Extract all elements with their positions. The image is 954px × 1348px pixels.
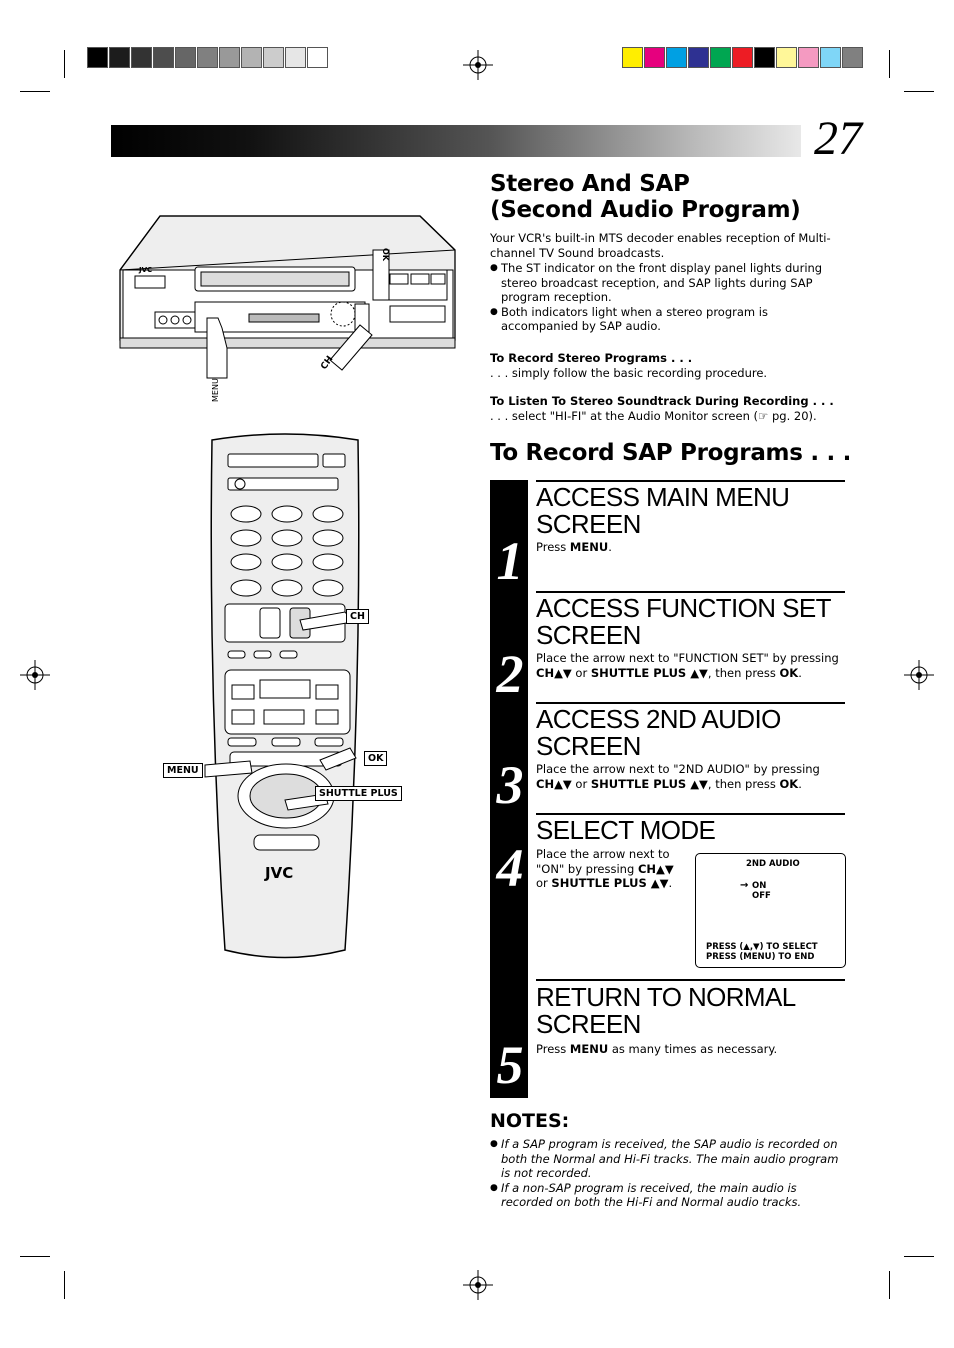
button-name: CH▲▼	[536, 665, 572, 680]
vcr-illustration	[115, 210, 465, 410]
step-number: 1	[496, 531, 524, 591]
bullet-item: ● Both indicators light when a stereo program is accompanied by SAP audio.	[490, 305, 835, 334]
step-text	[536, 847, 686, 891]
crop-mark	[904, 1256, 934, 1257]
osd-hint: PRESS (MENU) TO END	[706, 952, 815, 962]
color-swatch	[776, 47, 797, 68]
step-title-line: SCREEN	[536, 620, 641, 650]
record-stereo-text: . . . simply follow the basic recording procedure.	[490, 365, 768, 380]
gray-swatch	[131, 47, 152, 68]
text-run: .	[608, 540, 612, 554]
listen-text: . . . select "HI-FI" at the Audio Monitor screen (☞ pg. 20).	[490, 408, 817, 423]
step-text	[536, 762, 841, 791]
gray-swatch	[241, 47, 262, 68]
color-swatch	[732, 47, 753, 68]
intro-block	[490, 231, 835, 334]
registration-target-icon	[20, 660, 50, 690]
remote-brand-label: JVC	[265, 864, 294, 882]
color-swatch	[666, 47, 687, 68]
crop-mark	[904, 91, 934, 92]
sap-title: To Record SAP Programs . . .	[490, 440, 852, 466]
gray-swatch	[175, 47, 196, 68]
remote-ch-callout: CH	[346, 609, 369, 624]
step-number: 3	[496, 755, 524, 815]
button-name: SHUTTLE PLUS ▲▼	[590, 665, 708, 680]
gray-swatch	[197, 47, 218, 68]
osd-option-off: OFF	[752, 891, 771, 901]
registration-target-icon	[904, 660, 934, 690]
vcr-menu-label: MENU	[211, 378, 220, 402]
text-run: or	[536, 876, 552, 890]
header-gradient-bar	[111, 125, 801, 157]
step-title-line: ACCESS FUNCTION SET	[536, 593, 831, 623]
vcr-brand-label: JVC	[139, 266, 153, 274]
step-divider	[536, 979, 845, 981]
color-swatch	[710, 47, 731, 68]
button-name: MENU	[569, 540, 609, 554]
page-number: 27	[814, 112, 862, 165]
step-title-line: SELECT MODE	[536, 815, 716, 845]
button-name: CH▲▼	[637, 861, 674, 876]
notes-heading: NOTES:	[490, 1110, 570, 1132]
step-title-line: SCREEN	[536, 509, 641, 539]
crop-mark	[64, 1271, 65, 1299]
text-run: .	[798, 776, 802, 791]
gray-swatch	[263, 47, 284, 68]
crop-mark	[889, 50, 890, 78]
step-title	[536, 817, 715, 844]
gray-swatch	[307, 47, 328, 68]
gray-swatch	[219, 47, 240, 68]
notes-list	[490, 1137, 846, 1210]
gray-swatch	[109, 47, 130, 68]
step-title-line: ACCESS 2ND AUDIO	[536, 704, 781, 734]
remote-illustration	[200, 430, 370, 965]
text-run: as many times as necessary.	[608, 1042, 778, 1056]
button-name: MENU	[569, 1042, 609, 1056]
osd-title: 2ND AUDIO	[746, 859, 800, 869]
remote-ok-callout: OK	[364, 751, 387, 766]
step-text	[536, 651, 841, 680]
gray-swatch	[87, 47, 108, 68]
step-text	[536, 1042, 841, 1057]
remote-shuttle-callout: SHUTTLE PLUS	[315, 786, 402, 801]
osd-hint: PRESS (▲,▼) TO SELECT	[706, 942, 818, 952]
note-item: ● If a SAP program is received, the SAP audio is recorded on both the Normal and Hi-Fi tracks. The main audio program is not recorded.	[490, 1137, 846, 1181]
text-run: or	[571, 665, 591, 680]
button-name: OK	[779, 665, 799, 680]
step-title	[536, 595, 831, 649]
record-stereo-heading: To Record Stereo Programs . . .	[490, 351, 693, 365]
gray-swatch	[285, 47, 306, 68]
section-title	[490, 171, 801, 223]
crop-mark	[64, 50, 65, 78]
section-title-line: (Second Audio Program)	[490, 197, 801, 223]
step-title-line: SCREEN	[536, 731, 641, 761]
osd-arrow-icon: →	[740, 880, 749, 891]
text-run: Place the arrow next to	[536, 847, 670, 861]
color-swatch	[820, 47, 841, 68]
button-name: SHUTTLE PLUS ▲▼	[551, 876, 669, 890]
step-number: 5	[496, 1035, 524, 1095]
button-name: CH▲▼	[536, 776, 572, 791]
color-swatch	[798, 47, 819, 68]
color-swatch	[644, 47, 665, 68]
button-name: SHUTTLE PLUS ▲▼	[590, 776, 708, 791]
vcr-ch-label: CH	[319, 354, 336, 372]
color-swatch	[622, 47, 643, 68]
osd-option-on: ON	[752, 881, 767, 891]
crop-mark	[20, 1256, 50, 1257]
text-run: Press	[536, 1042, 570, 1056]
text-run: .	[798, 665, 802, 680]
crop-mark	[20, 91, 50, 92]
step-text	[536, 540, 841, 555]
text-run: Press	[536, 540, 570, 554]
step-title-line: ACCESS MAIN MENU	[536, 482, 790, 512]
bullet-item: ● The ST indicator on the front display panel lights during stereo broadcast reception, and SAP lights during SAP program reception.	[490, 261, 835, 305]
step-title-line: SCREEN	[536, 1009, 641, 1039]
note-item: ● If a non-SAP program is received, the main audio is recorded on both the Hi-Fi and Normal audio tracks.	[490, 1181, 846, 1210]
color-swatch	[688, 47, 709, 68]
section-title-line: Stereo And SAP	[490, 171, 690, 197]
vcr-ok-label: OK	[381, 248, 390, 261]
intro-text: Your VCR's built-in MTS decoder enables reception of Multi-channel TV Sound broadcasts.	[490, 231, 831, 260]
text-run: "ON" by pressing	[536, 861, 638, 876]
text-run: or	[571, 776, 591, 791]
step-title	[536, 706, 781, 760]
color-swatch	[754, 47, 775, 68]
osd-screen-2nd-audio	[695, 853, 846, 968]
text-run: Place the arrow next to "2ND AUDIO" by pressing	[536, 762, 820, 776]
text-run: Place the arrow next to "FUNCTION SET" by pressing	[536, 651, 839, 665]
remote-menu-callout: MENU	[163, 763, 203, 778]
text-run: , then press	[707, 665, 780, 680]
listen-block	[490, 394, 840, 423]
step-number: 4	[496, 838, 524, 898]
step-title	[536, 484, 789, 538]
step-title	[536, 984, 796, 1038]
crop-mark	[889, 1271, 890, 1299]
listen-heading: To Listen To Stereo Soundtrack During Recording . . .	[490, 394, 834, 408]
record-stereo-block	[490, 351, 835, 380]
gray-swatch	[153, 47, 174, 68]
text-run: .	[668, 876, 673, 890]
step-title-line: RETURN TO NORMAL	[536, 982, 796, 1012]
registration-target-icon	[463, 1270, 493, 1300]
registration-target-icon	[463, 50, 493, 80]
color-swatch	[842, 47, 863, 68]
button-name: OK	[779, 776, 799, 791]
step-number: 2	[496, 644, 524, 704]
text-run: , then press	[707, 776, 780, 791]
